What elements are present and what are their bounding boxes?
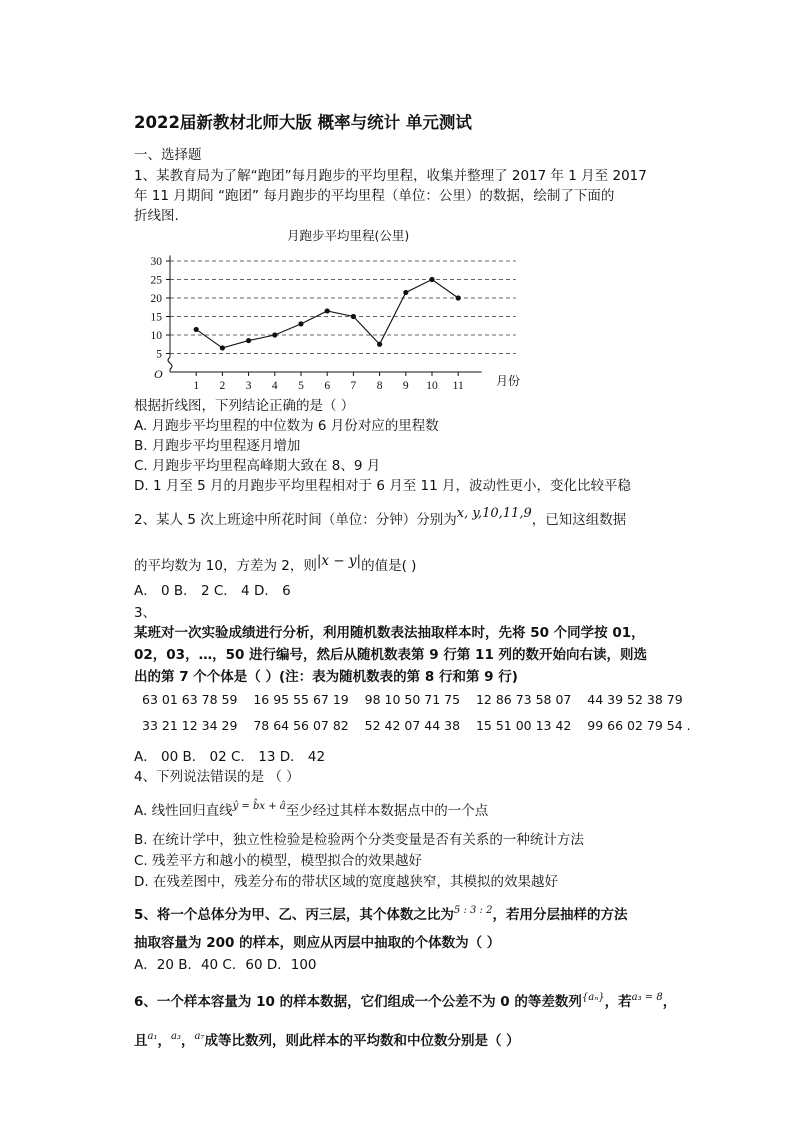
q6-condition: a₃ = 8 [631, 992, 663, 1003]
q4-option-a [134, 801, 488, 823]
q4-option-d: D. 在残差图中，残差分布的带状区域的宽度越狭窄，其模拟的效果越好 [134, 874, 558, 890]
q5-line-1 [134, 905, 627, 927]
data-point-1 [194, 327, 199, 332]
q4-option-b: B. 在统计学中，独立性检验是检验两个分类变量是否有关系的一种统计方法 [134, 832, 584, 848]
data-point-11 [456, 295, 461, 300]
q1-line-1: 1、某教育局为了解“跑团”每月跑步的平均里程，收集并整理了 2017 年 1 月至 2017 [134, 168, 647, 184]
x-axis-label: 月份 [495, 374, 520, 388]
q3-line-3: 出的第 7 个个体是（ ）(注：表为随机数表的第 8 行和第 9 行) [134, 669, 518, 685]
q2-text-b: ，已知这组数据 [531, 512, 627, 528]
q3-line-2: 02，03，…，50 进行编号，然后从随机数表第 9 行第 11 列的数开始向右读，则选 [134, 647, 648, 663]
y-tick-label-10: 10 [150, 330, 162, 342]
q6-text-c: ， [662, 994, 677, 1010]
data-point-5 [298, 321, 303, 326]
x-tick-label-8: 8 [376, 380, 383, 392]
series-line [196, 280, 458, 348]
section-heading: 一、选择题 [134, 147, 202, 163]
q6-sep-1: ， [157, 1033, 171, 1049]
q1-option-b: B. 月跑步平均里程逐月增加 [134, 438, 301, 454]
q2-text-d: 的值是( ) [361, 558, 417, 574]
chart-title: 月跑步平均里程(公里) [287, 228, 410, 243]
x-tick-label-6: 6 [324, 380, 331, 392]
random-table-row-9: 33 21 12 34 29 78 64 56 07 82 52 42 07 44 38 15 51 00 13 42 99 66 02 79 54 . [142, 718, 691, 733]
q1-option-d: D. 1 月至 5 月的月跑步平均里程相对于 6 月至 11 月，波动性更小，变化比较平稳 [134, 478, 631, 494]
q5-text-b: ，若用分层抽样的方法 [492, 907, 628, 923]
q5-ratio: 5 : 3 : 2 [453, 905, 493, 916]
y-tick-label-15: 15 [150, 311, 162, 324]
page-title: 2022届新教材北师大版 概率与统计 单元测试 [134, 113, 472, 132]
q4-option-c: C. 残差平方和越小的模型，模型拟合的效果越好 [134, 853, 423, 869]
chart-svg [134, 226, 534, 402]
x-tick-label-10: 10 [426, 380, 438, 392]
q2-text-c: 的平均数为 10，方差为 2，则 [134, 558, 317, 574]
q2-text-a: 2、某人 5 次上班途中所花时间（单位：分钟）分别为 [134, 512, 457, 528]
data-point-7 [351, 314, 356, 319]
origin-label: O [154, 367, 163, 381]
q6-sequence: {aₙ} [581, 992, 605, 1003]
q5-line-2: 抽取容量为 200 的样本，则应从丙层中抽取的个体数为（ ） [134, 935, 501, 951]
q6-a7: a₇ [194, 1031, 205, 1042]
q5-text-a: 5、将一个总体分为甲、乙、丙三层，其个体数之比为 [134, 907, 454, 923]
q6-text-a: 6、一个样本容量为 10 的样本数据，它们组成一个公差不为 0 的等差数列 [134, 994, 582, 1010]
x-tick-label-3: 3 [245, 380, 252, 392]
axis-break [168, 357, 172, 372]
q6-sep-2: ， [180, 1033, 195, 1049]
q6-text-d: 成等比数列，则此样本的平均数和中位数分别是（ ） [204, 1033, 520, 1049]
q6-a3: a₃ [170, 1031, 181, 1042]
x-tick-label-1: 1 [193, 380, 200, 392]
x-tick-label-2: 2 [219, 380, 226, 392]
q1-option-a: A. 月跑步平均里程的中位数为 6 月份对应的里程数 [134, 418, 439, 434]
q1-line-3: 折线图. [134, 208, 179, 224]
q4-prompt: 4、下列说法错误的是 （ ） [134, 769, 300, 785]
x-tick-label-9: 9 [402, 380, 409, 392]
q6-and: 且 [134, 1033, 148, 1049]
q2-options: A． 0 B． 2 C． 4 D． 6 [134, 583, 291, 599]
random-table-row-8: 63 01 63 78 59 16 95 55 67 19 98 10 50 71 75 12 86 73 58 07 44 39 52 38 79 [142, 692, 683, 707]
q6-text-b: ，若 [604, 994, 632, 1010]
x-tick-label-5: 5 [298, 380, 304, 392]
q4-option-a-tail: 至少经过其样本数据点中的一个点 [285, 803, 489, 819]
q1-prompt: 根据折线图，下列结论正确的是（ ） [134, 398, 355, 414]
data-point-10 [429, 277, 434, 282]
y-tick-label-25: 25 [150, 274, 162, 287]
q2-line-2 [134, 553, 417, 576]
x-tick-label-11: 11 [452, 380, 464, 392]
q2-line-1 [134, 506, 627, 531]
q1-line-2: 年 11 月期间 “跑团” 每月跑步的平均里程（单位：公里）的数据，绘制了下面的 [134, 188, 615, 204]
q5-options: A．20 B．40 C．60 D．100 [134, 957, 317, 973]
data-point-9 [403, 290, 408, 295]
q2-formula-b: |x − y| [316, 553, 362, 569]
q6-a1: a₁ [147, 1031, 158, 1042]
y-tick-label-5: 5 [156, 348, 162, 361]
q4-option-a-text: A. 线性回归直线 [134, 803, 233, 819]
data-point-2 [220, 345, 225, 350]
x-tick-label-7: 7 [350, 380, 357, 392]
q6-line-2 [134, 1031, 520, 1053]
q3-line-1: 某班对一次实验成绩进行分析，利用随机数表法抽取样本时，先将 50 个同学按 01， [134, 625, 645, 641]
data-point-6 [325, 308, 330, 313]
q1-option-c: C. 月跑步平均里程高峰期大致在 8、9 月 [134, 458, 381, 474]
q2-formula-a: x, y,10,11,9 [456, 506, 532, 521]
y-tick-label-20: 20 [150, 293, 162, 305]
data-point-4 [272, 332, 277, 337]
q4-regression-formula: ŷ = b̂x + â [232, 801, 286, 812]
x-tick-label-4: 4 [271, 380, 278, 392]
q3-number: 3、 [134, 605, 157, 621]
y-tick-label-30: 30 [150, 256, 162, 268]
data-point-8 [377, 342, 382, 347]
q6-line-1 [134, 992, 676, 1014]
line-chart [134, 226, 534, 402]
data-point-3 [246, 338, 251, 343]
q3-options: A． 00 B． 02 C． 13 D． 42 [134, 749, 326, 765]
